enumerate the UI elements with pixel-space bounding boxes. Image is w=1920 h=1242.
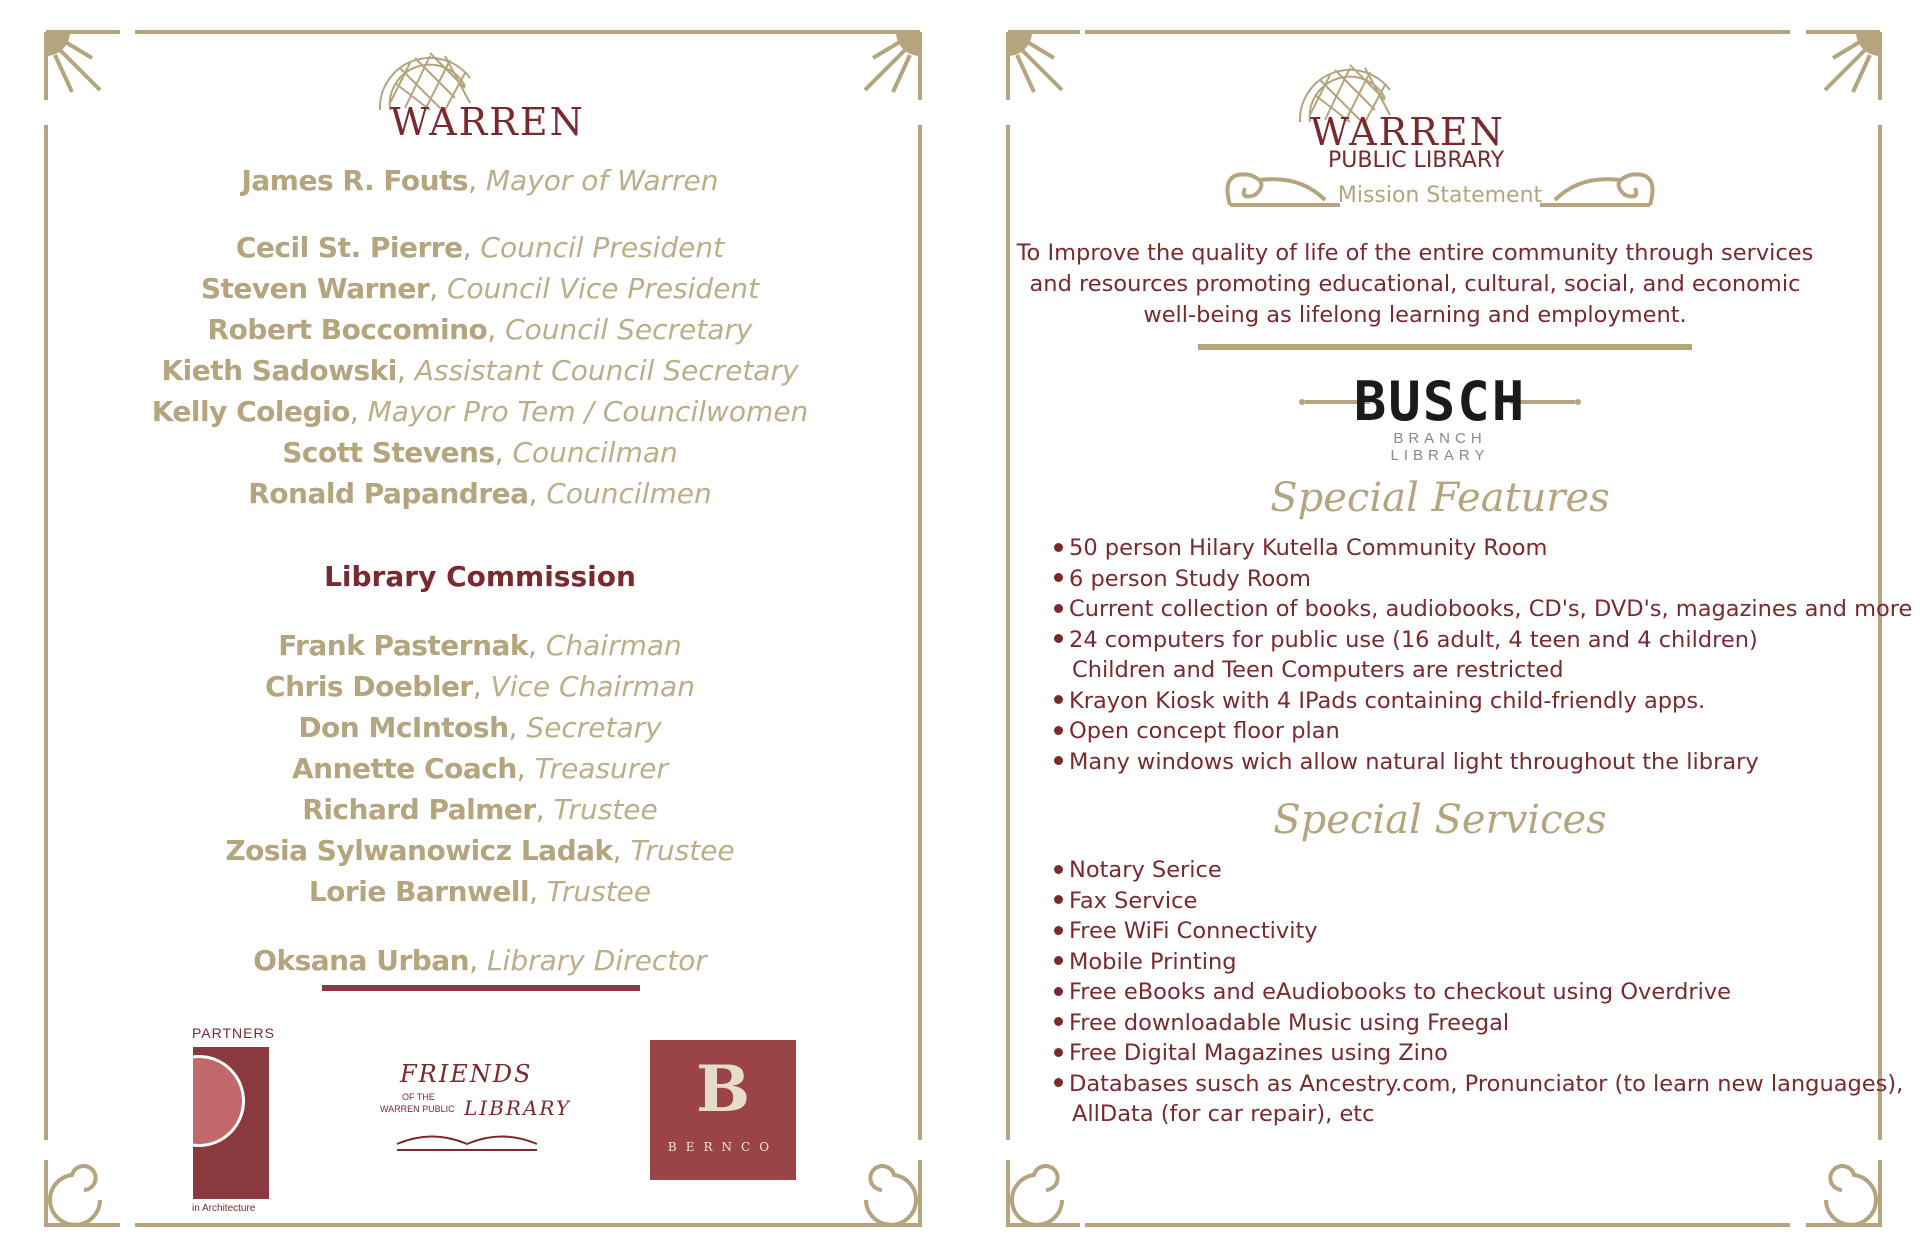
council-list — [60, 227, 900, 514]
director-block — [60, 940, 900, 981]
list-item: 50 person Hilary Kutella Community Room — [1050, 533, 1920, 564]
busch-logo-sub: BRANCH LIBRARY — [1390, 430, 1490, 464]
bullet-icon — [1054, 604, 1063, 613]
list-item: 6 person Study Room — [1050, 564, 1920, 595]
official-line: Kieth Sadowski, Assistant Council Secretary — [161, 354, 799, 387]
partners-sub: in Architecture — [192, 1203, 256, 1214]
list-item: Free Digital Magazines using Zino — [1050, 1038, 1920, 1069]
mission-text: To Improve the quality of life of the entire community through services and resources promoting educational, cultural, social, and economic well-being as lifelong learning and employment. — [1016, 240, 1814, 328]
bernco-logo — [650, 1040, 796, 1180]
warren-logo-word: WARREN — [390, 100, 585, 144]
commission-line: Don McIntosh, Secretary — [298, 711, 662, 744]
bullet-icon — [1054, 987, 1063, 996]
bernco-letter: B — [695, 1052, 751, 1127]
officials-list — [60, 160, 900, 201]
services-list — [1050, 855, 1920, 1130]
features-heading: Special Features — [1270, 475, 1610, 521]
busch-logo-word: BUSCH — [1353, 370, 1527, 433]
friends-of-the: OF THE — [402, 1092, 435, 1102]
warren-logo — [360, 48, 620, 148]
friends-logo — [372, 1060, 582, 1160]
wpl-logo-sub: PUBLIC LIBRARY — [1328, 148, 1505, 173]
bullet-icon — [1054, 756, 1063, 765]
right-panel — [960, 0, 1920, 1242]
services-heading: Special Services — [1273, 797, 1607, 843]
list-item: AllData (for car repair), etc — [1072, 1101, 1375, 1127]
bullet-icon — [1054, 895, 1063, 904]
bullet-icon — [1054, 1017, 1063, 1026]
bernco-caption: BERNCO — [667, 1140, 779, 1154]
list-item: Free eBooks and eAudiobooks to checkout using Overdrive — [1050, 977, 1920, 1008]
list-item: Fax Service — [1050, 886, 1920, 917]
partners-label: PARTNERS — [192, 1025, 275, 1041]
list-item: Current collection of books, audiobooks, CD's, DVD's, magazines and more — [1050, 594, 1920, 625]
commission-line: Zosia Sylwanowicz Ladak, Trustee — [225, 834, 735, 867]
commission-line: Frank Pasternak, Chairman — [278, 629, 682, 662]
mission-title: Mission Statement — [1337, 183, 1543, 208]
official-line: Ronald Papandrea, Councilmen — [248, 477, 712, 510]
list-item: Free WiFi Connectivity — [1050, 916, 1920, 947]
bullet-icon — [1054, 926, 1063, 935]
wpl-logo — [1290, 60, 1590, 180]
list-item: Databases susch as Ancestry.com, Pronunciator (to learn new languages), — [1050, 1069, 1920, 1100]
commission-heading: Library Commission — [324, 560, 636, 593]
list-item: Many windows wich allow natural light throughout the library — [1050, 747, 1920, 778]
commission-line: Chris Doebler, Vice Chairman — [265, 670, 695, 703]
director-line: Oksana Urban, Library Director — [253, 944, 707, 977]
official-line: Scott Stevens, Councilman — [282, 436, 678, 469]
divider — [1198, 344, 1692, 350]
wpl-logo-word: WARREN — [1310, 110, 1505, 154]
list-item: Children and Teen Computers are restricted — [1072, 657, 1564, 683]
features-list — [1050, 533, 1920, 777]
bullet-icon — [1054, 865, 1063, 874]
divider — [322, 985, 640, 991]
list-item: Free downloadable Music using Freegal — [1050, 1008, 1920, 1039]
bullet-icon — [1054, 1048, 1063, 1057]
bullet-icon — [1054, 956, 1063, 965]
list-item: Krayon Kiosk with 4 IPads containing child-friendly apps. — [1050, 686, 1920, 717]
partners-block — [193, 1047, 269, 1199]
official-line: Steven Warner, Council Vice President — [200, 272, 760, 305]
list-item: Notary Serice — [1050, 855, 1920, 886]
official-line: Cecil St. Pierre, Council President — [235, 231, 725, 264]
list-item: Open concept floor plan — [1050, 716, 1920, 747]
bullet-icon — [1054, 543, 1063, 552]
bullet-icon — [1054, 634, 1063, 643]
friends-wpl: WARREN PUBLIC — [380, 1104, 455, 1114]
official-line: Robert Boccomino, Council Secretary — [207, 313, 753, 346]
bullet-icon — [1054, 573, 1063, 582]
official-line: Kelly Colegio, Mayor Pro Tem / Councilwomen — [151, 395, 809, 428]
bullet-icon — [1054, 1078, 1063, 1087]
commission-line: Lorie Barnwell, Trustee — [308, 875, 652, 908]
list-item: Mobile Printing — [1050, 947, 1920, 978]
friends-line1: FRIENDS — [400, 1060, 533, 1088]
bullet-icon — [1054, 726, 1063, 735]
book-icon — [392, 1124, 542, 1154]
commission-list — [60, 625, 900, 912]
list-item: 24 computers for public use (16 adult, 4 teen and 4 children) — [1050, 625, 1920, 656]
friends-line2: LIBRARY — [464, 1096, 572, 1120]
bullet-icon — [1054, 695, 1063, 704]
official-line: James R. Fouts, Mayor of Warren — [241, 164, 719, 197]
partners-logo — [190, 1025, 280, 1214]
commission-line: Richard Palmer, Trustee — [302, 793, 658, 826]
commission-line: Annette Coach, Treasurer — [292, 752, 668, 785]
